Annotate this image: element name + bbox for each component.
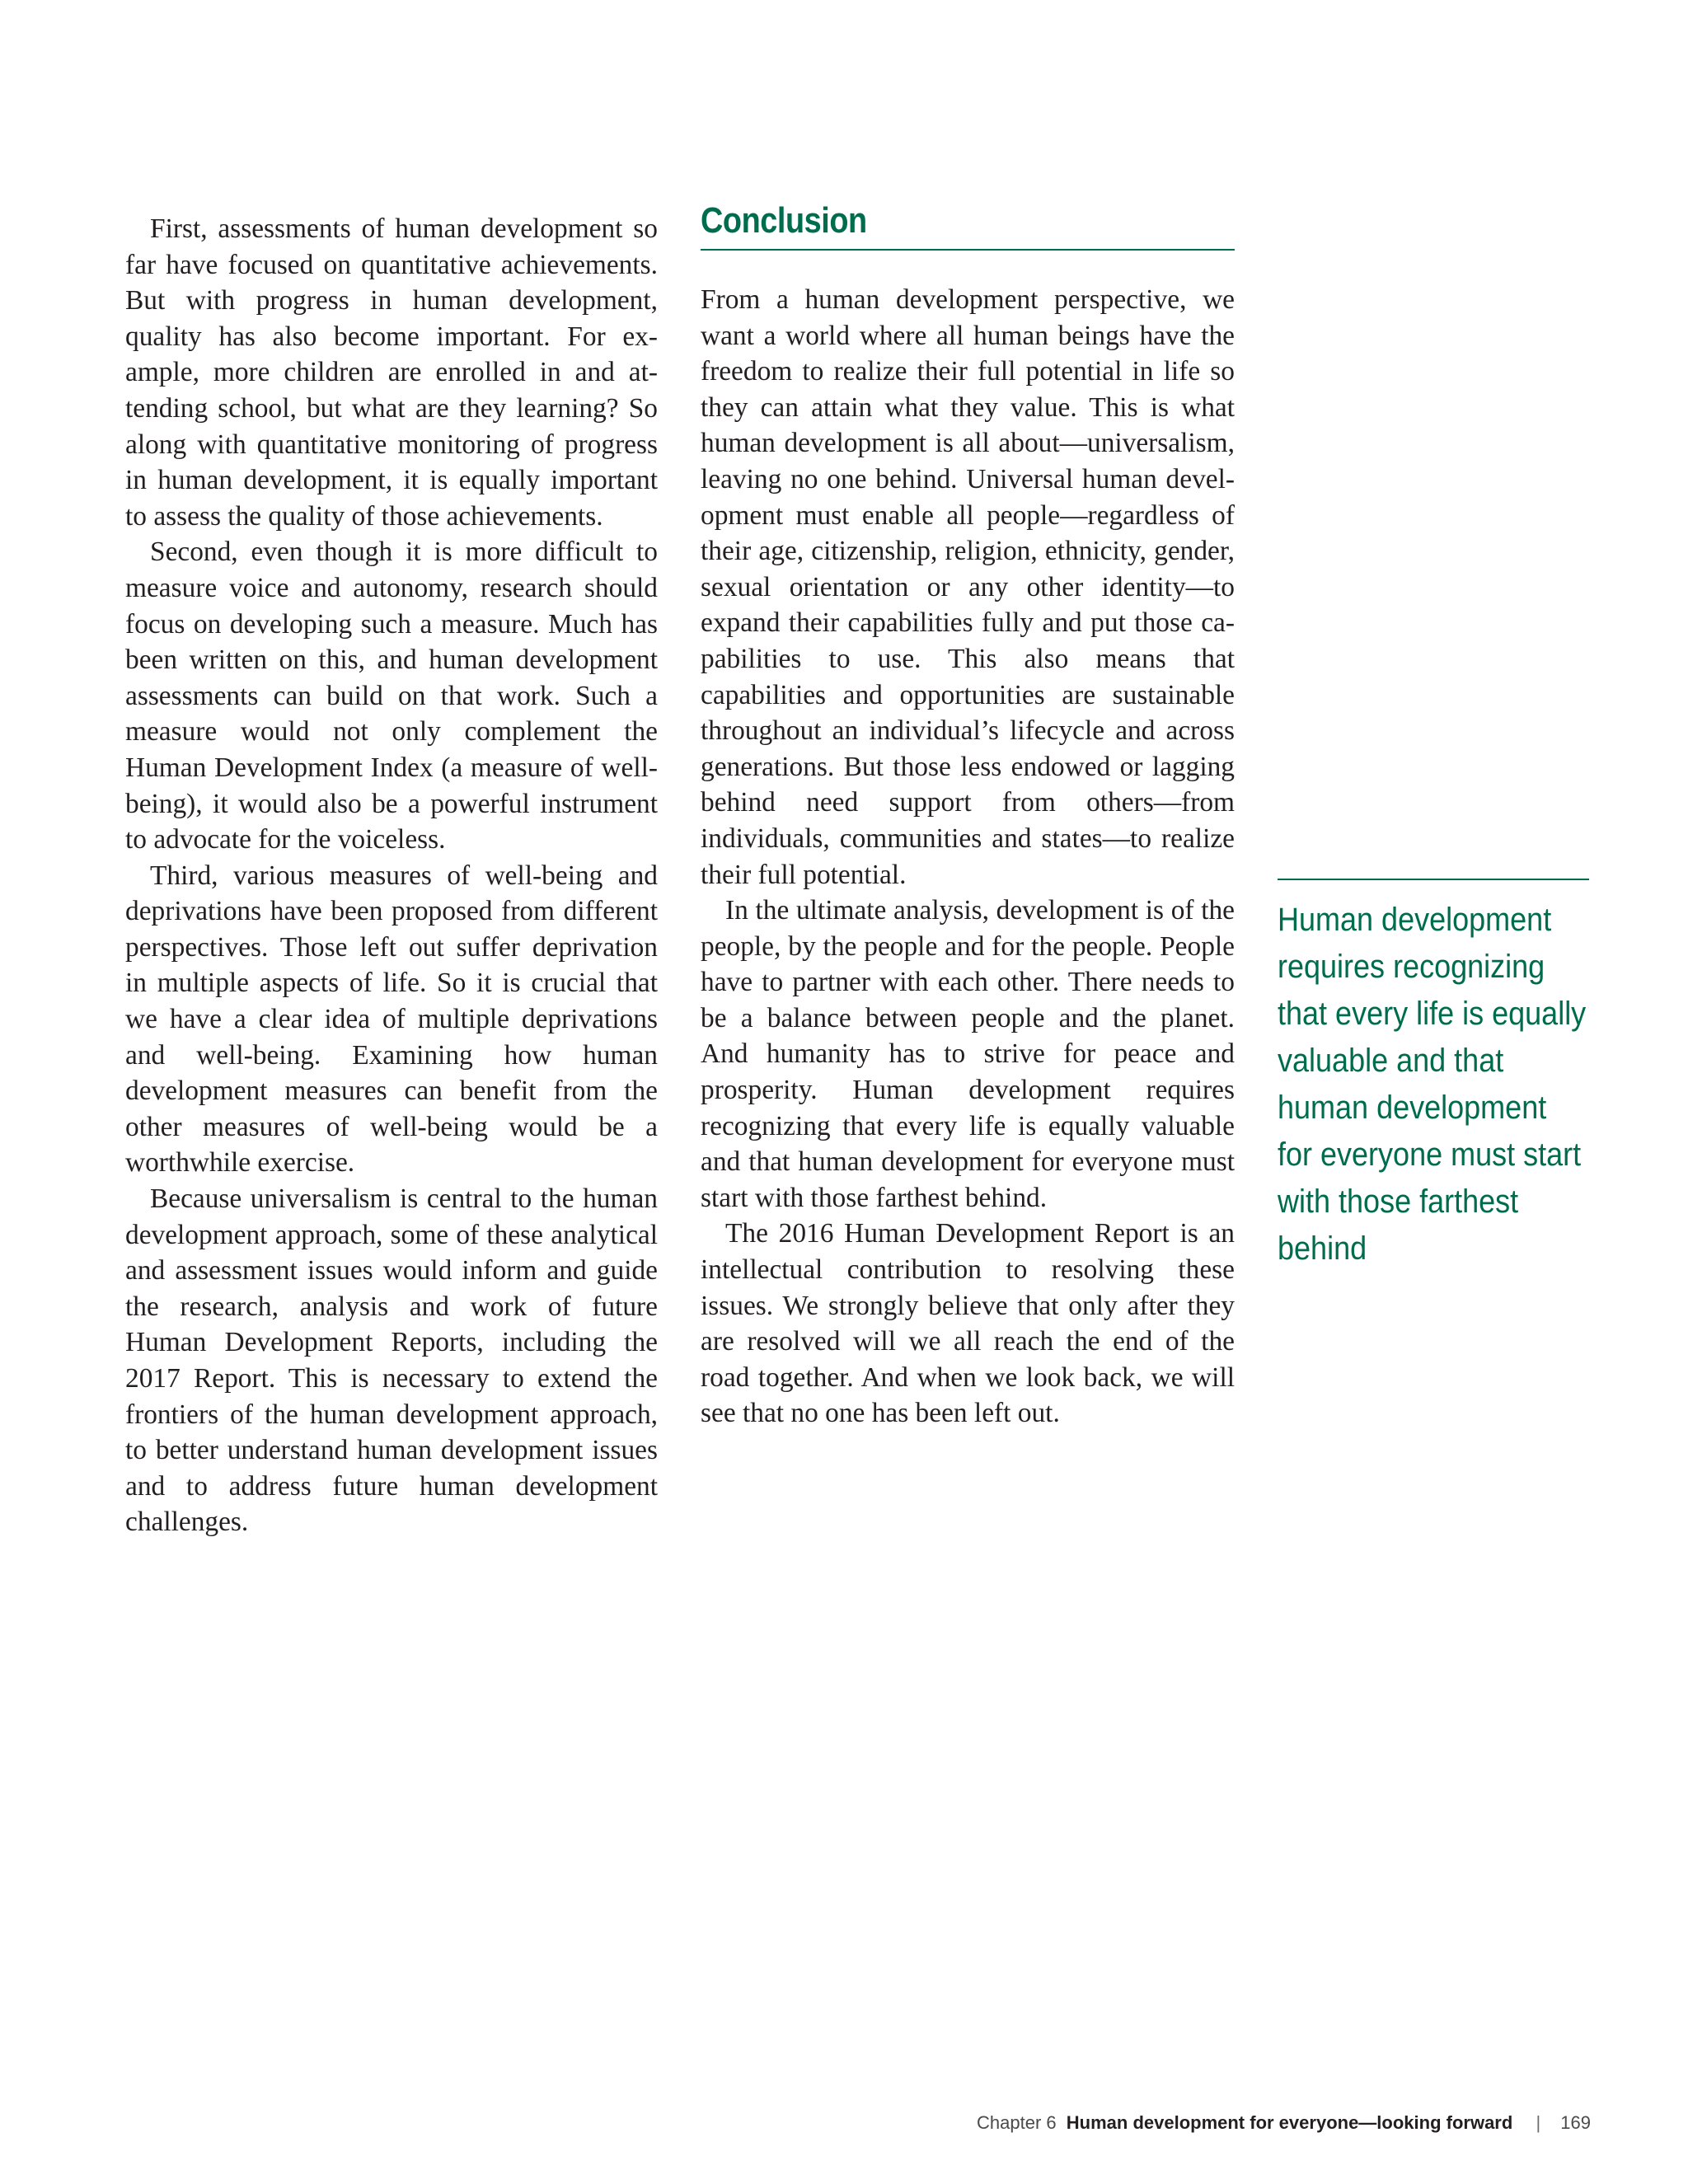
body-paragraph: The 2016 Human Development Report is an intellectual contribution to resolving these issues. We strongly believe that only after they are resolved will we all reach the end of the road together. And when we look back, we will see that no one has been left out.	[701, 1218, 1235, 1429]
page-number: 169	[1560, 2112, 1591, 2133]
page-footer	[977, 2111, 1591, 2135]
body-paragraph: Because universalism is central to the human development approach, some of these analytical and assessment issues would inform and guide the research, analysis and work of future Human Development Reports, including the 2017 Report. This is necessary to extend the frontiers of the human development approach, to better understand human development issues and to address future human development challenges.	[125, 1183, 658, 1538]
body-paragraph: Second, even though it is more difficult to measure voice and autonomy, research should focus on developing such a measure. Much has been written on this, and human development assessments can build on that work. Such a measure would not only complement the Human Development Index (a measure of well-being), it would also be a powerful instrument to advocate for the voiceless.	[125, 537, 658, 855]
body-paragraph: First, assessments of human development so far have focused on quantitative achievements. But with progress in human development, quality has also become important. For example, more children are enrolled in and attending school, but what are they learning? So along with quantitative monitoring of progress in human development, it is equally important to assess the quality of those achievements.	[125, 213, 658, 532]
body-paragraph: Third, various measures of well-being and deprivations have been proposed from different perspectives. Those left out suffer deprivation in multiple aspects of life. So it is crucial that we have a clear idea of multiple deprivations and well-being. Examining how human development measures can benefit from the other measures of well-being would be a worthwhile exercise.	[125, 860, 658, 1179]
body-paragraph: From a human development perspective, we want a world where all human beings have the freedom to realize their full potential in life so they can attain what they value. This is what human development is all about—universalism, leaving no one behind. Universal human development must enable all people—regardless of their age, citizenship, religion, ethnicity, gender, sexual orientation or any other identity—to expand their capabilities fully and put those capabilities to use. This also means that capabilities and opportunities are sustainable throughout an individual’s lifecycle and across generations. But those less endowed or lagging behind need support from others—from individuals, communities and states—to realize their full potential.	[701, 284, 1235, 890]
pull-quote: Human development requires recognizing that every life is equally valuable and that human development for everyone must start with those farthest behind	[1278, 902, 1587, 1267]
conclusion-column	[701, 282, 1235, 1432]
footer-chapter-label: Chapter 6	[977, 2112, 1057, 2133]
body-paragraph: In the ultimate analysis, development is of the people, by the people and for the people. People have to partner with each other. There needs to be a balance between people and the planet. And humanity has to strive for peace and prosperity. Human development requires recognizing that every life is equally valuable and that human development for everyone must start with those farthest behind.	[701, 895, 1235, 1213]
section-heading-conclusion: Conclusion	[701, 200, 867, 241]
section-heading-rule	[701, 249, 1235, 251]
footer-separator: |	[1536, 2112, 1541, 2133]
pull-quote-rule	[1278, 879, 1589, 880]
footer-chapter-title: Human development for everyone—looking forward	[1066, 2112, 1513, 2133]
left-column	[125, 211, 658, 1540]
